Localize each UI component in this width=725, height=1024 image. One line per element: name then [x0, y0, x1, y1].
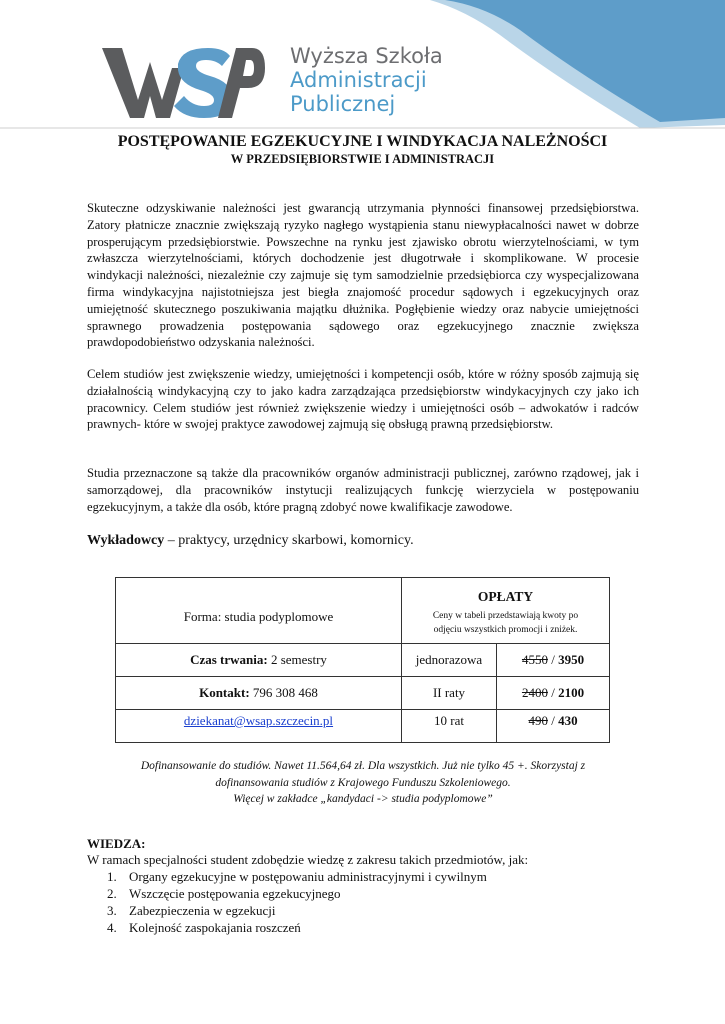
lecturers-line: [87, 533, 414, 549]
funding-note-line2: dofinansowania studiów z Krajowego Funduszu Szkoleniowego.: [215, 776, 511, 789]
contact-cell: [116, 677, 402, 710]
intro-paragraph: Skuteczne odzyskiwanie należności jest gwarancją utrzymania płynności finansowej przedsiębiorstwa. Zatory płatnicze znacznie zwiększają ryzyko nagłego wystąpienia stanu niewypłacalności nawet w dobrze prosperującym przedsiębiorstwie. Powszechne na rynku jest zjawisko obrotu wierzytelnościami, w tym zwłaszcza wierzytelnościami, których dochodzenie jest długotrwałe i skomplikowane. W procesie windykacji należności, niezależnie czy zajmuje się tym samodzielnie przedsiębiorca czy wyspecjalizowana firma windykacyjna najistotniejsza jest biegła znajomość procedur sądowych i egzekucyjnych oraz umiejętność skutecznego poszukiwania majątku dłużnika. Pogłębienie wiedzy oraz nabycie umiejętności sprawnego prowadzenia postępowania sądowego oraz egzekucyjnego znacznie zwiększa prawdopodobieństwo odzyskania należności.: [87, 201, 639, 350]
fees-header-cell: [402, 578, 610, 644]
form-cell: [116, 578, 402, 644]
school-name-line3: Publicznej: [290, 92, 396, 116]
duration-cell: [116, 644, 402, 677]
fees-table: [115, 577, 610, 743]
plan-cell: jednorazowa: [402, 644, 497, 677]
table-row: [116, 644, 610, 677]
price-cell: [497, 677, 610, 710]
list-text: Wszczęcie postępowania egzekucyjnego: [129, 886, 341, 901]
funding-note: [87, 758, 639, 808]
page-subtitle: W PRZEDSIĘBIORSTWIE I ADMINISTRACJI: [230, 152, 495, 166]
table-row: [116, 677, 610, 710]
lecturers-text: – praktycy, urzędnicy skarbowi, komornicy.: [164, 533, 414, 548]
school-name-line2: Administracji: [290, 68, 427, 92]
fees-note: [402, 609, 609, 637]
list-number: 3.: [107, 903, 117, 918]
fees-heading: OPŁATY: [477, 588, 534, 604]
list-number: 2.: [107, 886, 117, 901]
old-price: 2400: [521, 685, 548, 700]
list-number: 4.: [107, 920, 117, 935]
new-price: 2100: [558, 685, 585, 700]
price-separator: /: [547, 652, 559, 667]
old-price: 4550: [521, 652, 548, 667]
price-cell: [497, 644, 610, 677]
list-text: Zabezpieczenia w egzekucji: [129, 903, 276, 918]
table-row: [116, 710, 610, 743]
email-cell: [116, 710, 402, 743]
school-name-line1: Wyższa Szkoła: [290, 44, 443, 68]
fees-note-line1: Ceny w tabeli przedstawiają kwoty po: [432, 610, 579, 621]
list-text: Kolejność zaspokajania roszczeń: [129, 920, 301, 935]
price-cell: [497, 710, 610, 743]
list-item: [87, 919, 487, 936]
list-text: Organy egzekucyjne w postępowaniu administracyjnymi i cywilnym: [129, 869, 487, 884]
new-price: 430: [558, 713, 578, 728]
contact-label: Kontakt:: [199, 685, 250, 700]
audience-paragraph: Studia przeznaczone są także dla pracowników organów administracji publicznej, zarówno rządowej, jak i samorządowej, dla pracowników instytucji realizujących funkcję wierzyciela w postępowaniu egzekucyjnym, a także dla osób, które pragną zdobyć nowe kwalifikacje zawodowe.: [87, 466, 639, 514]
fees-note-line2: odjęciu wszystkich promocji i zniżek.: [433, 624, 578, 635]
knowledge-intro: W ramach specjalności student zdobędzie wiedzę z zakresu takich przedmiotów, jak:: [87, 852, 529, 867]
lecturers-label: Wykładowcy: [87, 533, 165, 548]
list-item: [87, 868, 487, 885]
goal-paragraph: Celem studiów jest zwiększenie wiedzy, umiejętności i kompetencji osób, które w różny sposób zajmują się działalnością windykacyjną czy to jako kadra zarządzająca przedsiębiorstw windykacyjnych czy jako ich pracownicy. Celem studiów jest również zwiększenie wiedzy i umiejętności osób – adwokatów i radców prawnych- które w swojej praktyce zawodowej zajmują się obsługą prawną przedsiębiorstw.: [87, 367, 639, 432]
knowledge-heading: WIEDZA:: [87, 836, 146, 851]
school-name: [290, 44, 443, 116]
list-number: 1.: [107, 869, 117, 884]
price-separator: /: [547, 685, 559, 700]
subject-list: [87, 868, 487, 936]
plan-cell: 10 rat: [402, 710, 497, 743]
duration-label: Czas trwania:: [190, 652, 268, 667]
plan-cell: II raty: [402, 677, 497, 710]
form-label: Forma: studia podyplomowe: [183, 608, 334, 624]
contact-phone[interactable]: 796 308 468: [249, 685, 318, 700]
new-price: 3950: [558, 652, 585, 667]
funding-note-line3: Więcej w zakładce „kandydaci -> studia podyplomowe”: [233, 793, 493, 805]
old-price: 490: [528, 713, 548, 728]
wsap-logo-icon: [100, 40, 265, 122]
table-row: [116, 578, 610, 644]
page-title: POSTĘPOWANIE EGZEKUCYJNE I WINDYKACJA NALEŻNOŚCI: [117, 133, 608, 150]
list-item: [87, 902, 487, 919]
list-item: [87, 885, 487, 902]
email-link[interactable]: dziekanat@wsap.szczecin.pl: [183, 713, 334, 728]
price-separator: /: [547, 713, 559, 728]
funding-note-line1: Dofinansowanie do studiów. Nawet 11.564,64 zł. Dla wszystkich. Już nie tylko 45 +. Skorzystaj z: [140, 760, 586, 772]
wsap-logo: [100, 40, 265, 122]
duration-value: 2 semestry: [267, 652, 327, 667]
